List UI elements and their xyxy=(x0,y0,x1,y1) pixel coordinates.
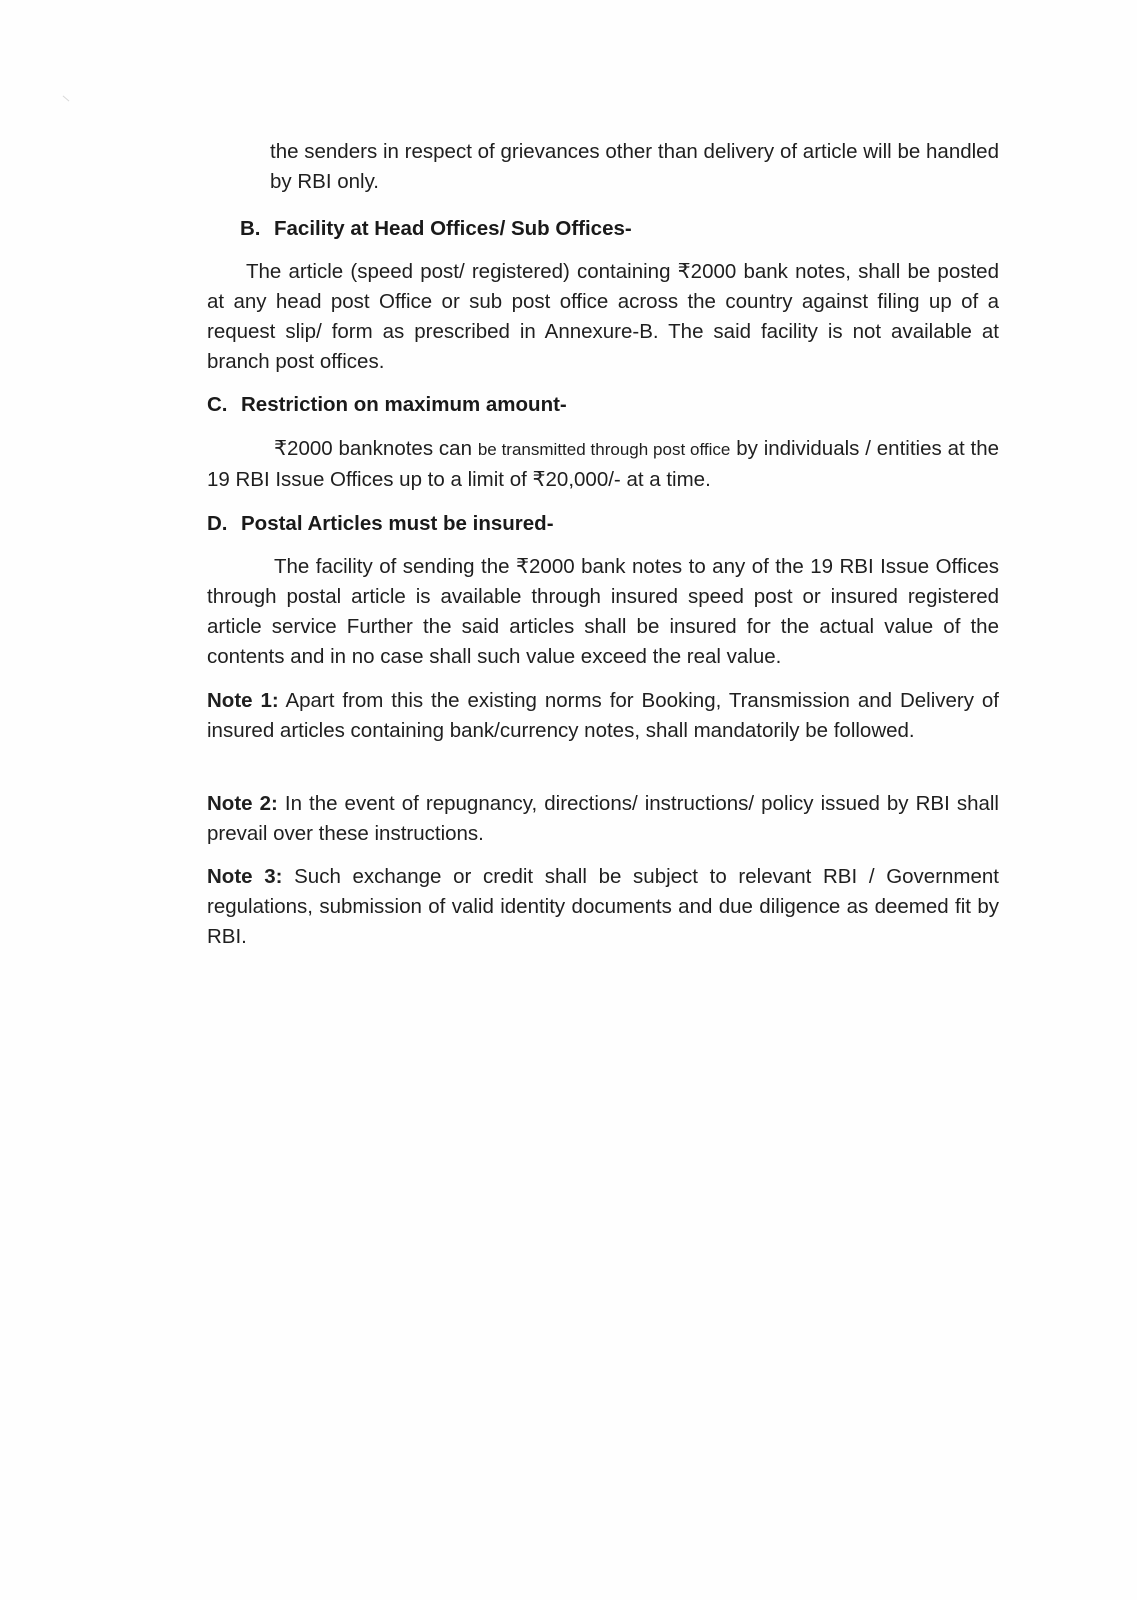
section-c-body xyxy=(207,434,999,495)
note-1-label: Note 1: xyxy=(207,689,279,712)
section-b-title: Facility at Head Offices/ Sub Offices- xyxy=(274,217,632,240)
section-b-letter: B. xyxy=(240,217,261,240)
note-2 xyxy=(207,789,999,849)
scan-speck xyxy=(63,96,70,102)
section-c-heading xyxy=(207,390,567,420)
continued-paragraph-text: the senders in respect of grievances other than delivery of article will be handled by RBI only. xyxy=(270,140,999,193)
section-c-body-a: ₹2000 banknotes can xyxy=(274,437,478,460)
note-1 xyxy=(207,686,999,746)
section-c-body-b: by individuals / entities at the 19 RBI Issue Offices up to a limit of ₹20,000/- at a time. xyxy=(207,437,999,491)
continued-paragraph xyxy=(270,137,999,197)
note-3-text: Such exchange or credit shall be subject to relevant RBI / Government regulations, submission of valid identity documents and due diligence as deemed fit by RBI. xyxy=(207,865,999,948)
section-d-body-text: The facility of sending the ₹2000 bank notes to any of the 19 RBI Issue Offices through postal article is available through insured speed post or insured registered article service Further the said articles shall be insured for the actual value of the contents and in no case shall such value exceed the real value. xyxy=(207,555,999,668)
section-b-body xyxy=(207,257,999,377)
note-1-text: Apart from this the existing norms for Booking, Transmission and Delivery of insured articles containing bank/currency notes, shall mandatorily be followed. xyxy=(207,689,999,742)
section-d-body xyxy=(207,552,999,672)
note-2-text: In the event of repugnancy, directions/ instructions/ policy issued by RBI shall prevail over these instructions. xyxy=(207,792,999,845)
section-d-heading xyxy=(207,509,554,539)
section-d-letter: D. xyxy=(207,512,228,535)
section-b-heading xyxy=(240,214,632,244)
section-c-body-small: be transmitted through post office xyxy=(477,440,731,459)
section-d-title: Postal Articles must be insured- xyxy=(241,512,554,535)
note-2-label: Note 2: xyxy=(207,792,278,815)
section-c-letter: C. xyxy=(207,393,228,416)
note-3-label: Note 3: xyxy=(207,865,283,888)
section-c-title: Restriction on maximum amount- xyxy=(241,393,567,416)
note-3 xyxy=(207,862,999,952)
section-b-body-text: The article (speed post/ registered) containing ₹2000 bank notes, shall be posted at any head post Office or sub post office across the country against filing up of a request slip/ form as prescribed in Annexure-B. The said facility is not available at branch post offices. xyxy=(207,260,999,373)
